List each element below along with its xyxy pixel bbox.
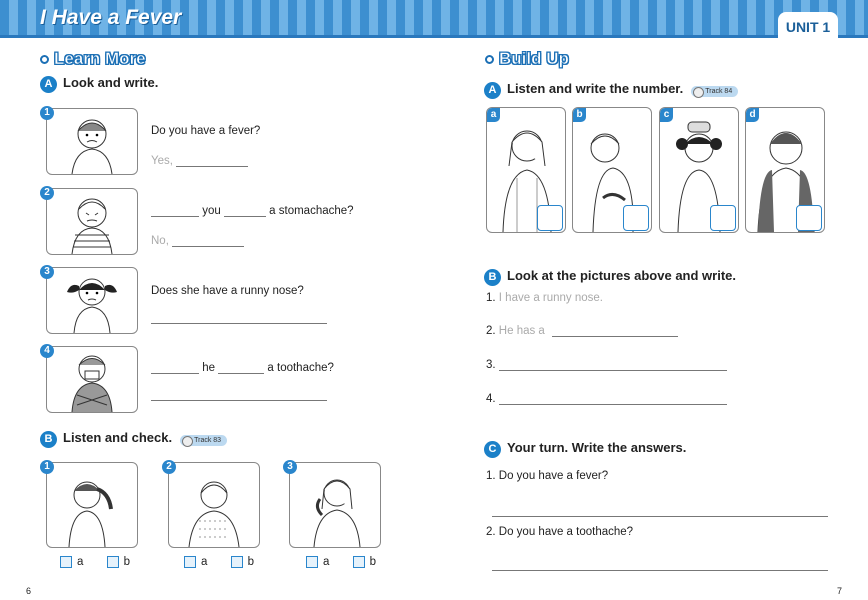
- picture-a: [486, 107, 566, 233]
- item-number: 3: [40, 265, 54, 279]
- c-answer-line-1[interactable]: [492, 516, 828, 517]
- task-badge: C: [484, 441, 501, 458]
- check-options-1: a b: [60, 556, 130, 568]
- item-number: 1: [40, 106, 54, 120]
- header-banner: [0, 0, 868, 38]
- picture-letter: d: [746, 108, 759, 122]
- checkbox-a[interactable]: [306, 556, 318, 568]
- task-b-left: B Listen and check. Track 83: [40, 430, 227, 448]
- item-number: 2: [40, 186, 54, 200]
- c-answer-line-2[interactable]: [492, 570, 828, 571]
- b-line-2: 2. He has a: [486, 325, 678, 337]
- question-3: Does she have a runny nose?: [151, 285, 304, 297]
- answer-2: No,: [151, 235, 244, 247]
- item-number: 4: [40, 344, 54, 358]
- task-a-left: A Look and write.: [40, 75, 158, 93]
- task-b-right: B Look at the pictures above and write.: [484, 268, 736, 286]
- picture-c: [659, 107, 739, 233]
- answer-blank[interactable]: [499, 404, 727, 405]
- sick-boy-stomachache-icon: [47, 189, 137, 254]
- sick-boy-fever-icon: [47, 109, 137, 174]
- picture-box-1: [46, 108, 138, 175]
- checkbox-b[interactable]: [107, 556, 119, 568]
- answer-line-4[interactable]: [151, 400, 327, 401]
- checkbox-a[interactable]: [184, 556, 196, 568]
- task-badge: B: [484, 269, 501, 286]
- bullet-icon: [485, 55, 494, 64]
- answer-blank[interactable]: [176, 166, 248, 167]
- page-number-left: 6: [26, 586, 32, 596]
- girl-toothache-icon: [290, 463, 380, 547]
- boy-headache-icon: [47, 463, 137, 547]
- listen-picture-2: [168, 462, 260, 548]
- sick-boy-toothache-icon: [47, 347, 137, 412]
- picture-letter: a: [487, 108, 500, 122]
- checkbox-b[interactable]: [231, 556, 243, 568]
- question-1: Do you have a fever?: [151, 125, 261, 137]
- checkbox-b[interactable]: [353, 556, 365, 568]
- girl-sick-icon: [169, 463, 259, 547]
- number-answer-box[interactable]: [710, 205, 736, 231]
- c-question-2: 2. Do you have a toothache?: [486, 526, 634, 538]
- item-number: 1: [40, 460, 54, 474]
- b-line-3: 3.: [486, 359, 727, 371]
- answer-blank[interactable]: [172, 246, 244, 247]
- learn-more-heading: Learn More: [40, 49, 146, 69]
- checkbox-a[interactable]: [60, 556, 72, 568]
- number-answer-box[interactable]: [623, 205, 649, 231]
- blank[interactable]: [224, 216, 266, 217]
- task-c-right: C Your turn. Write the answers.: [484, 440, 686, 458]
- question-2: you a stomachache?: [151, 205, 354, 217]
- check-options-3: a b: [306, 556, 376, 568]
- task-a-right: A Listen and write the number. Track 84: [484, 81, 738, 99]
- item-number: 3: [283, 460, 297, 474]
- listen-picture-3: [289, 462, 381, 548]
- page-number-right: 7: [836, 586, 842, 596]
- answer-line-3[interactable]: [151, 323, 327, 324]
- b-line-1: 1. I have a runny nose.: [486, 292, 604, 304]
- blank[interactable]: [151, 373, 199, 374]
- listen-picture-1: [46, 462, 138, 548]
- item-number: 2: [162, 460, 176, 474]
- page-title: I Have a Fever: [40, 6, 182, 29]
- answer-blank[interactable]: [499, 370, 727, 371]
- audio-track-icon[interactable]: Track 83: [180, 435, 227, 446]
- answer-1: Yes,: [151, 155, 248, 167]
- build-up-heading: Build Up: [485, 49, 569, 69]
- question-4: he a toothache?: [151, 362, 334, 374]
- task-badge: A: [40, 76, 57, 93]
- task-badge: B: [40, 431, 57, 448]
- picture-box-4: [46, 346, 138, 413]
- picture-d: [745, 107, 825, 233]
- number-answer-box[interactable]: [796, 205, 822, 231]
- picture-box-2: [46, 188, 138, 255]
- blank[interactable]: [218, 373, 264, 374]
- bullet-icon: [40, 55, 49, 64]
- check-options-2: a b: [184, 556, 254, 568]
- sick-girl-runny-nose-icon: [47, 268, 137, 333]
- blank[interactable]: [151, 216, 199, 217]
- task-badge: A: [484, 82, 501, 99]
- audio-track-icon[interactable]: Track 84: [691, 86, 738, 97]
- b-line-4: 4.: [486, 393, 727, 405]
- answer-blank[interactable]: [552, 336, 678, 337]
- picture-letter: b: [573, 108, 586, 122]
- picture-box-3: [46, 267, 138, 334]
- c-question-1: 1. Do you have a fever?: [486, 470, 609, 482]
- unit-tab: UNIT 1: [778, 12, 838, 40]
- number-answer-box[interactable]: [537, 205, 563, 231]
- picture-letter: c: [660, 108, 673, 122]
- picture-b: [572, 107, 652, 233]
